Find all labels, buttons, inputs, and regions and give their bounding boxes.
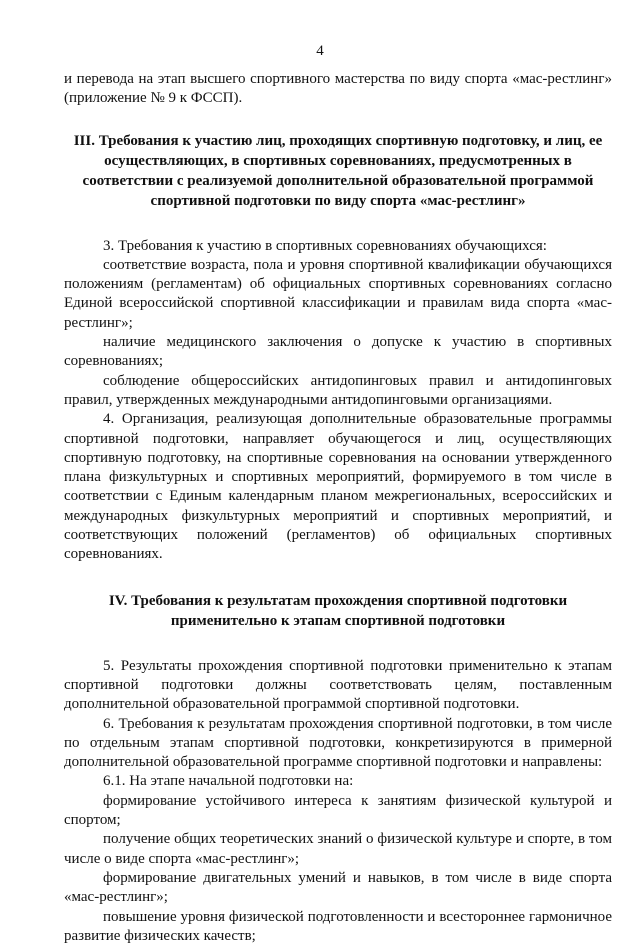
page-number: 4 (0, 42, 640, 61)
paragraph-3: 3. Требования к участию в спортивных соревнованиях обучающихся: (64, 237, 612, 256)
paragraph-antidoping: соблюдение общероссийских антидопинговых правил и антидопинговых правил, утвержденных международными антидопинговыми организациями. (64, 372, 612, 411)
section-4-heading: IV. Требования к результатам прохождения спортивной подготовки применительно к этапам спортивной подготовки (64, 591, 612, 631)
intro-paragraph: и перевода на этап высшего спортивного мастерства по виду спорта «мас-рестлинг» (приложение № 9 к ФССП). (64, 70, 612, 109)
paragraph-interest: формирование устойчивого интереса к занятиям физической культурой и спортом; (64, 792, 612, 831)
paragraph-6: 6. Требования к результатам прохождения спортивной подготовки, в том числе по отдельным этапам спортивной подготовки, конкретизируются в примерной дополнительной образовательной программе спортивной подготовки и направлены: (64, 715, 612, 773)
paragraph-fitness: повышение уровня физической подготовленности и всестороннее гармоничное развитие физических качеств; (64, 908, 612, 946)
paragraph-age-sex: соответствие возраста, пола и уровня спортивной квалификации обучающихся положениям (регламентам) об официальных спортивных соревнованиях согласно Единой всероссийской спортивной классификации и правилам вида спорта «мас-рестлинг»; (64, 256, 612, 333)
paragraph-4: 4. Организация, реализующая дополнительные образовательные программы спортивной подготовки, направляет обучающегося и лиц, осуществляющих спортивную подготовку, на спортивные соревнования на основании утвержденного плана физкультурных и спортивных мероприятий, формируемого в том числе в соответствии с Единым календарным планом межрегиональных, всероссийских и международных физкультурных мероприятий и спортивных мероприятий, и соответствующих положений (регламентов) об официальных спортивных соревнованиях. (64, 410, 612, 564)
paragraph-5: 5. Результаты прохождения спортивной подготовки применительно к этапам спортивной подготовки должны соответствовать целям, поставленным дополнительной образовательной программой спортивной подготовки. (64, 657, 612, 715)
paragraph-knowledge: получение общих теоретических знаний о физической культуре и спорте, в том числе о виде спорта «мас-рестлинг»; (64, 830, 612, 869)
paragraph-motor-skills: формирование двигательных умений и навыков, в том числе в виде спорта «мас-рестлинг»; (64, 869, 612, 908)
paragraph-6-1: 6.1. На этапе начальной подготовки на: (64, 772, 612, 791)
document-body (64, 70, 612, 946)
paragraph-medical: наличие медицинского заключения о допуске к участию в спортивных соревнованиях; (64, 333, 612, 372)
section-3-heading: III. Требования к участию лиц, проходящих спортивную подготовку, и лиц, ее осуществляющих, в спортивных соревнованиях, предусмотренных в соответствии с реализуемой дополнительной образовательной программой спортивной подготовки по виду спорта «мас-рестлинг» (64, 131, 612, 211)
